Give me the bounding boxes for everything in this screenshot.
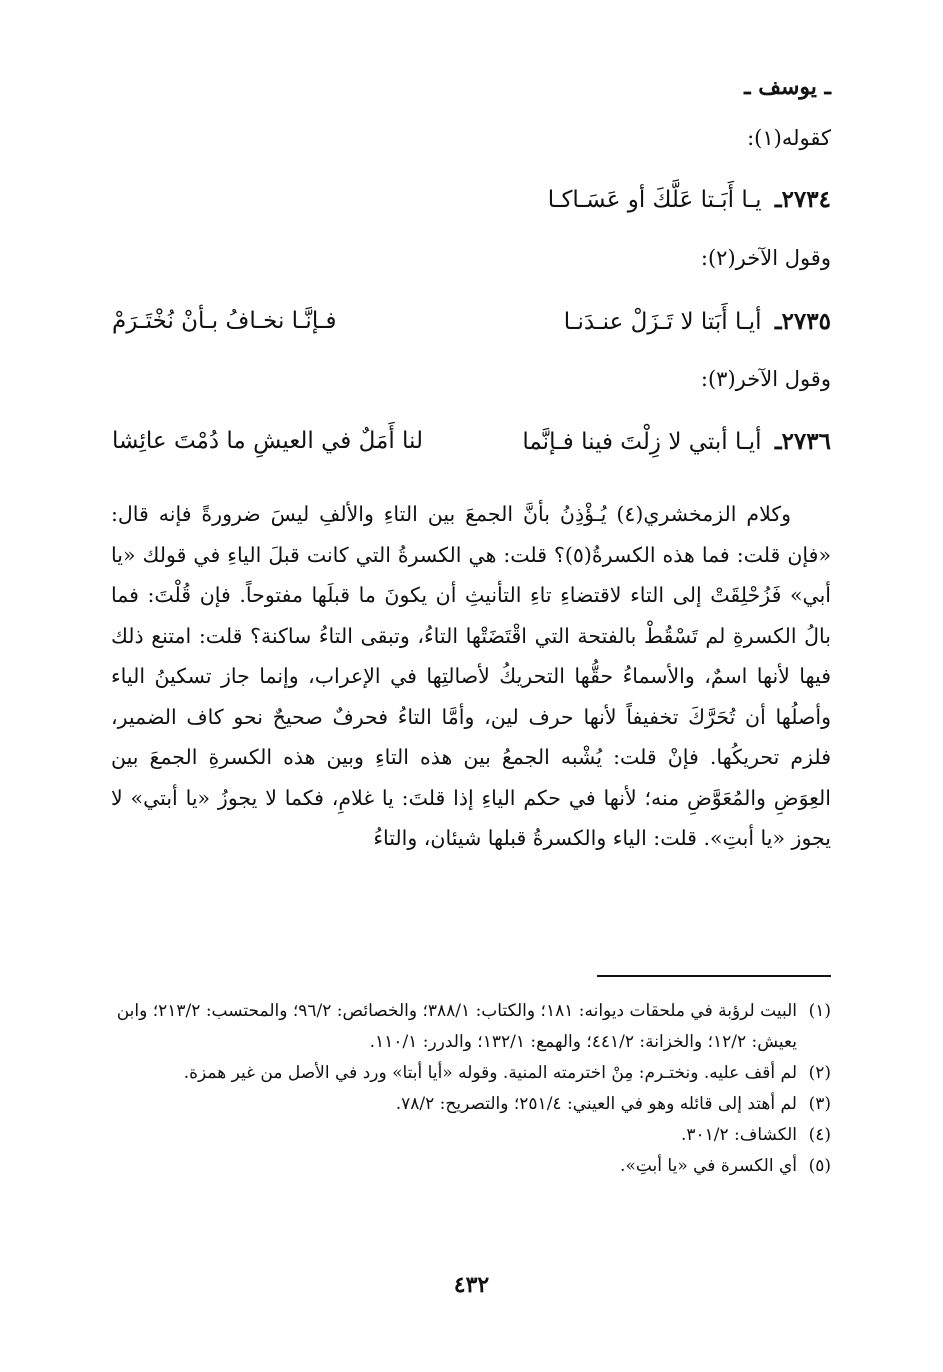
footnote-2 bbox=[111, 1058, 831, 1089]
footnote-4 bbox=[111, 1120, 831, 1151]
footnote-number: (١) bbox=[808, 1001, 831, 1021]
verse-hemistich-2: لنا أَمَلٌ في العيشِ ما دُمْتَ عائِشا bbox=[112, 428, 424, 454]
footnote-5 bbox=[111, 1151, 831, 1182]
footnote-number: (٤) bbox=[808, 1125, 831, 1145]
footnote-separator bbox=[597, 975, 831, 977]
footnote-1 bbox=[111, 996, 831, 1058]
footnote-text: لم أقف عليه. ونختـرم: مِنْ اخترمته المنية. وقوله «أيا أبتا» ورد في الأصل من غير همزة. bbox=[183, 1063, 797, 1083]
verse-hemistich-1 bbox=[548, 186, 831, 213]
body-paragraph bbox=[111, 494, 831, 859]
verse-hemistich-1 bbox=[564, 308, 831, 335]
intro-line-1: كقوله(١): bbox=[747, 126, 831, 150]
verse-number: ٢٧٣٦ـ bbox=[774, 428, 831, 455]
footnote-text: الكشاف: ٣٠١/٢. bbox=[680, 1125, 797, 1145]
verse-number: ٢٧٣٥ـ bbox=[774, 308, 831, 335]
verse-number: ٢٧٣٤ـ bbox=[774, 186, 831, 213]
footnotes bbox=[111, 996, 831, 1182]
page-number: ٤٣٢ bbox=[453, 1272, 490, 1298]
footnote-number: (٣) bbox=[808, 1094, 831, 1114]
footnote-3 bbox=[111, 1089, 831, 1120]
footnote-text: البيت لرؤبة في ملحقات ديوانه: ١٨١؛ والكتاب: ٣٨٨/١؛ والخصائص: ٩٦/٢؛ والمحتسب: ٢١٣/٢؛ وابن يعيش: ١٢/٢؛ والخزانة: ٤٤١/٢؛ والهمع: ١٣٢/١؛ والدرر: ١١٠/١. bbox=[116, 1001, 797, 1052]
verse-2736 bbox=[112, 428, 831, 462]
verse-2734 bbox=[112, 186, 831, 220]
body-text: وكلام الزمخشري(٤) يُـؤْذِنُ بأنَّ الجمعَ بين التاءِ والألفِ ليسَ ضرورةً فإنه قال: «فإن قلت: فما هذه الكسرةُ(٥)؟ قلت: هي الكسرةُ التي كانت قبلَ الياءِ في قولك «يا أبي» فَزُحْلِقَتْ إلى التاء لاقتضاءِ تاءِ التأنيثِ أن يكونَ ما قبلَها مفتوحاً. فإن قُلْتَ: فما بالُ الكسرةِ لم تَسْقُطْ بالفتحة التي اقْتَضَتْها التاءُ، وتبقى التاءُ ساكنة؟ قلت: امتنع ذلك فيها لأنها اسمٌ، والأسماءُ حقُّها التحريكُ لأصالتِها في الإعراب، وإنما جاز تسكينُ الياء وأصلُها أن تُحَرَّكَ تخفيفاً لأنها حرف لين، وأمَّا التاءُ فحرفٌ صحيحٌ نحو كاف الضمير، فلزم تحريكُها. فإنْ قلت: يُشْبه الجمعُ بين هذه التاءِ وبين هذه الكسرةِ الجمعَ بين العِوَضِ والمُعَوَّضِ منه؛ لأنها في حكم الياءِ إذا قلتَ: يا غلامِ، فكما لا يجوزُ «يا أبتي» لا يجوز «يا أبتِ». قلت: الياء والكسرةُ قبلها شيئان، والتاءُ bbox=[111, 502, 832, 850]
verse-text: أيـا أَبَتا لا تَـزَلْ عنـدَنـا bbox=[563, 309, 762, 335]
verse-hemistich-2: فـإنَّـا نخـافُ بـأنْ نُخْتَـرَمْ bbox=[112, 308, 337, 334]
footnote-text: لم أهتد إلى قائله وهو في العيني: ٢٥١/٤؛ والتصريح: ٧٨/٢. bbox=[395, 1094, 797, 1114]
footnote-text: أي الكسرة في «يا أبتِ». bbox=[620, 1156, 797, 1176]
verse-text: أيـا أبتي لا زِلْتَ فينا فـإنَّما bbox=[522, 429, 762, 455]
running-header: ـ يوسف ـ bbox=[744, 74, 831, 100]
intro-line-2: وقول الآخر(٢): bbox=[700, 246, 831, 270]
footnote-number: (٢) bbox=[808, 1063, 831, 1083]
intro-line-3: وقول الآخر(٣): bbox=[700, 367, 831, 391]
verse-2735 bbox=[112, 308, 831, 342]
footnote-number: (٥) bbox=[808, 1156, 831, 1176]
verse-text: يـا أَبَـتا عَلَّكَ أو عَسَـاكـا bbox=[547, 187, 762, 213]
verse-hemistich-1 bbox=[522, 428, 831, 455]
